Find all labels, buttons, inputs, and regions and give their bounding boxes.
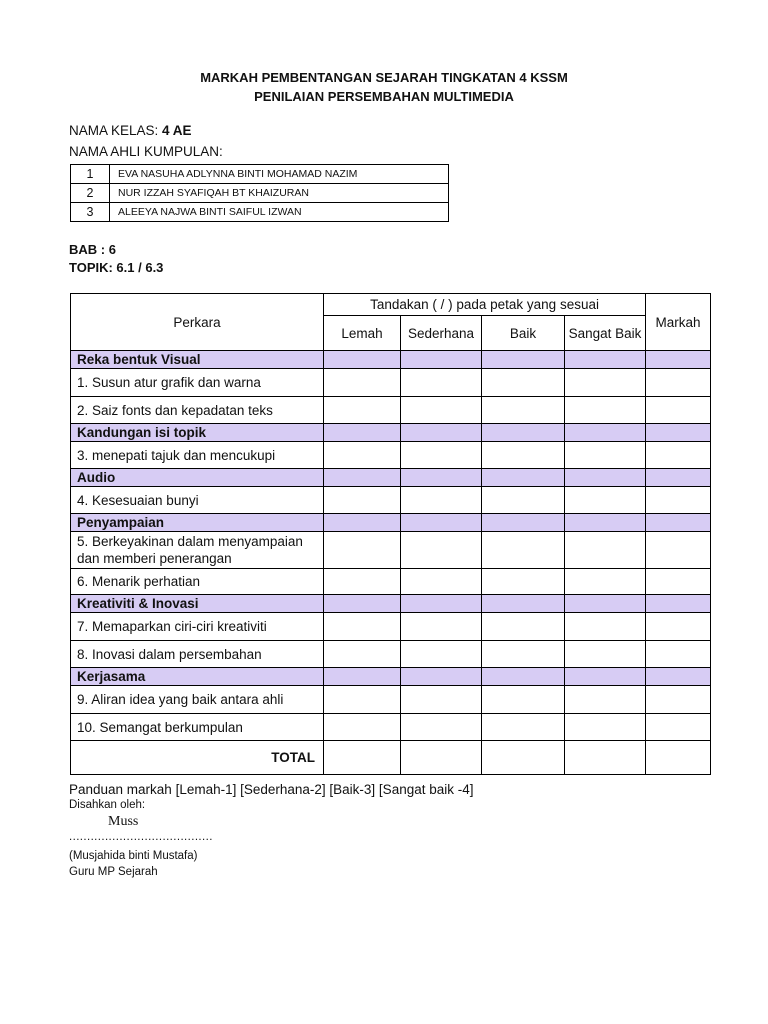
section-fill-cell — [482, 424, 565, 442]
score-cell[interactable] — [482, 741, 565, 775]
column-header-sederhana: Sederhana — [401, 316, 482, 351]
chapter-label: BAB : 6 — [69, 242, 116, 257]
markah-cell[interactable] — [646, 442, 711, 469]
criterion-label: 4. Kesesuaian bunyi — [71, 487, 324, 514]
markah-cell[interactable] — [646, 613, 711, 641]
lemah-cell[interactable] — [324, 397, 401, 424]
member-name: NUR IZZAH SYAFIQAH BT KHAIZURAN — [110, 184, 449, 203]
section-fill-cell — [646, 514, 711, 532]
approved-by-label: Disahkan oleh: — [69, 799, 146, 811]
section-fill-cell — [482, 595, 565, 613]
total-markah-cell[interactable] — [646, 741, 711, 775]
sangat-baik-cell[interactable] — [565, 686, 646, 714]
section-fill-cell — [646, 668, 711, 686]
lemah-cell[interactable] — [324, 686, 401, 714]
section-title: Reka bentuk Visual — [71, 351, 324, 369]
class-value: 4 AE — [162, 123, 192, 138]
section-fill-cell — [324, 351, 401, 369]
section-fill-cell — [401, 469, 482, 487]
criterion-row — [71, 397, 711, 424]
section-fill-cell — [565, 514, 646, 532]
criterion-row — [71, 487, 711, 514]
section-fill-cell — [482, 351, 565, 369]
sangat-baik-cell[interactable] — [565, 714, 646, 741]
baik-cell[interactable] — [482, 714, 565, 741]
section-fill-cell — [401, 668, 482, 686]
sederhana-cell[interactable] — [401, 569, 482, 595]
criterion-row — [71, 569, 711, 595]
section-fill-cell — [482, 514, 565, 532]
lemah-cell[interactable] — [324, 442, 401, 469]
sederhana-cell[interactable] — [401, 487, 482, 514]
section-fill-cell — [646, 424, 711, 442]
member-row — [71, 203, 449, 222]
total-row — [71, 741, 711, 775]
lemah-cell[interactable] — [324, 569, 401, 595]
sangat-baik-cell[interactable] — [565, 613, 646, 641]
section-fill-cell — [565, 469, 646, 487]
column-header-sangat-baik: Sangat Baik — [565, 316, 646, 351]
member-number: 2 — [71, 184, 110, 203]
signature: Muss — [108, 814, 139, 829]
section-header-row — [71, 424, 711, 442]
sederhana-cell[interactable] — [401, 442, 482, 469]
signer-name: (Musjahida binti Mustafa) — [69, 850, 198, 862]
lemah-cell[interactable] — [324, 714, 401, 741]
markah-cell[interactable] — [646, 532, 711, 569]
member-name: EVA NASUHA ADLYNNA BINTI MOHAMAD NAZIM — [110, 165, 449, 184]
criterion-row — [71, 442, 711, 469]
sederhana-cell[interactable] — [401, 714, 482, 741]
baik-cell[interactable] — [482, 369, 565, 397]
criterion-label: 7. Memaparkan ciri-ciri kreativiti — [71, 613, 324, 641]
section-title: Kreativiti & Inovasi — [71, 595, 324, 613]
markah-cell[interactable] — [646, 686, 711, 714]
score-cell[interactable] — [401, 741, 482, 775]
section-fill-cell — [565, 595, 646, 613]
baik-cell[interactable] — [482, 641, 565, 668]
section-fill-cell — [646, 469, 711, 487]
lemah-cell[interactable] — [324, 641, 401, 668]
section-fill-cell — [401, 595, 482, 613]
baik-cell[interactable] — [482, 532, 565, 569]
baik-cell[interactable] — [482, 686, 565, 714]
criterion-label: 3. menepati tajuk dan mencukupi — [71, 442, 324, 469]
class-label: NAMA KELAS: — [69, 123, 163, 138]
column-header-lemah: Lemah — [324, 316, 401, 351]
members-table — [70, 164, 449, 222]
topic-label: TOPIK: 6.1 / 6.3 — [69, 260, 164, 275]
sangat-baik-cell[interactable] — [565, 532, 646, 569]
lemah-cell[interactable] — [324, 613, 401, 641]
criterion-row — [71, 686, 711, 714]
sangat-baik-cell[interactable] — [565, 397, 646, 424]
lemah-cell[interactable] — [324, 487, 401, 514]
section-fill-cell — [401, 514, 482, 532]
score-cell[interactable] — [565, 741, 646, 775]
marking-guide: Panduan markah [Lemah-1] [Sederhana-2] [Baik-3] [Sangat baik -4] — [69, 782, 474, 797]
member-name: ALEEYA NAJWA BINTI SAIFUL IZWAN — [110, 203, 449, 222]
section-header-row — [71, 514, 711, 532]
section-fill-cell — [565, 424, 646, 442]
section-fill-cell — [646, 351, 711, 369]
sederhana-cell[interactable] — [401, 686, 482, 714]
section-fill-cell — [482, 469, 565, 487]
criterion-row — [71, 532, 711, 569]
member-row — [71, 184, 449, 203]
section-fill-cell — [324, 514, 401, 532]
criterion-label: 9. Aliran idea yang baik antara ahli — [71, 686, 324, 714]
member-number: 1 — [71, 165, 110, 184]
section-fill-cell — [401, 424, 482, 442]
markah-cell[interactable] — [646, 714, 711, 741]
section-header-row — [71, 469, 711, 487]
section-fill-cell — [565, 351, 646, 369]
criterion-row — [71, 641, 711, 668]
column-header-perkara: Perkara — [71, 294, 324, 351]
class-name-line — [69, 123, 192, 138]
criterion-label: 10. Semangat berkumpulan — [71, 714, 324, 741]
markah-cell[interactable] — [646, 397, 711, 424]
group-members-label: NAMA AHLI KUMPULAN: — [69, 144, 223, 159]
lemah-cell[interactable] — [324, 369, 401, 397]
section-header-row — [71, 351, 711, 369]
total-label: TOTAL — [71, 741, 324, 775]
signature-line: ........................................ — [69, 831, 213, 843]
baik-cell[interactable] — [482, 442, 565, 469]
sederhana-cell[interactable] — [401, 369, 482, 397]
section-fill-cell — [324, 469, 401, 487]
section-fill-cell — [324, 595, 401, 613]
section-header-row — [71, 595, 711, 613]
criterion-label: 1. Susun atur grafik dan warna — [71, 369, 324, 397]
sederhana-cell[interactable] — [401, 397, 482, 424]
criterion-label: 2. Saiz fonts dan kepadatan teks — [71, 397, 324, 424]
section-title: Kerjasama — [71, 668, 324, 686]
baik-cell[interactable] — [482, 487, 565, 514]
markah-cell[interactable] — [646, 641, 711, 668]
section-title: Audio — [71, 469, 324, 487]
markah-cell[interactable] — [646, 569, 711, 595]
rubric-header-row — [71, 294, 711, 316]
section-fill-cell — [401, 351, 482, 369]
assessment-rubric-table — [70, 293, 711, 775]
markah-cell[interactable] — [646, 369, 711, 397]
sederhana-cell[interactable] — [401, 532, 482, 569]
section-fill-cell — [324, 424, 401, 442]
document-subtitle: PENILAIAN PERSEMBAHAN MULTIMEDIA — [254, 89, 514, 104]
section-header-row — [71, 668, 711, 686]
sangat-baik-cell[interactable] — [565, 569, 646, 595]
score-cell[interactable] — [324, 741, 401, 775]
criterion-label: 8. Inovasi dalam persembahan — [71, 641, 324, 668]
section-fill-cell — [324, 668, 401, 686]
baik-cell[interactable] — [482, 397, 565, 424]
criterion-row — [71, 369, 711, 397]
baik-cell[interactable] — [482, 569, 565, 595]
lemah-cell[interactable] — [324, 532, 401, 569]
sangat-baik-cell[interactable] — [565, 369, 646, 397]
sangat-baik-cell[interactable] — [565, 641, 646, 668]
member-number: 3 — [71, 203, 110, 222]
section-fill-cell — [565, 668, 646, 686]
section-fill-cell — [482, 668, 565, 686]
column-header-instruction: Tandakan ( / ) pada petak yang sesuai — [324, 294, 646, 316]
section-title: Kandungan isi topik — [71, 424, 324, 442]
section-title: Penyampaian — [71, 514, 324, 532]
criterion-row — [71, 613, 711, 641]
baik-cell[interactable] — [482, 613, 565, 641]
markah-cell[interactable] — [646, 487, 711, 514]
sangat-baik-cell[interactable] — [565, 442, 646, 469]
sederhana-cell[interactable] — [401, 613, 482, 641]
criterion-label: 6. Menarik perhatian — [71, 569, 324, 595]
document-title: MARKAH PEMBENTANGAN SEJARAH TINGKATAN 4 KSSM — [200, 70, 568, 85]
signer-role: Guru MP Sejarah — [69, 866, 158, 878]
sederhana-cell[interactable] — [401, 641, 482, 668]
member-row — [71, 165, 449, 184]
sangat-baik-cell[interactable] — [565, 487, 646, 514]
section-fill-cell — [646, 595, 711, 613]
criterion-label: 5. Berkeyakinan dalam menyampaian dan memberi penerangan — [71, 532, 324, 569]
column-header-baik: Baik — [482, 316, 565, 351]
column-header-markah: Markah — [646, 294, 711, 351]
criterion-row — [71, 714, 711, 741]
